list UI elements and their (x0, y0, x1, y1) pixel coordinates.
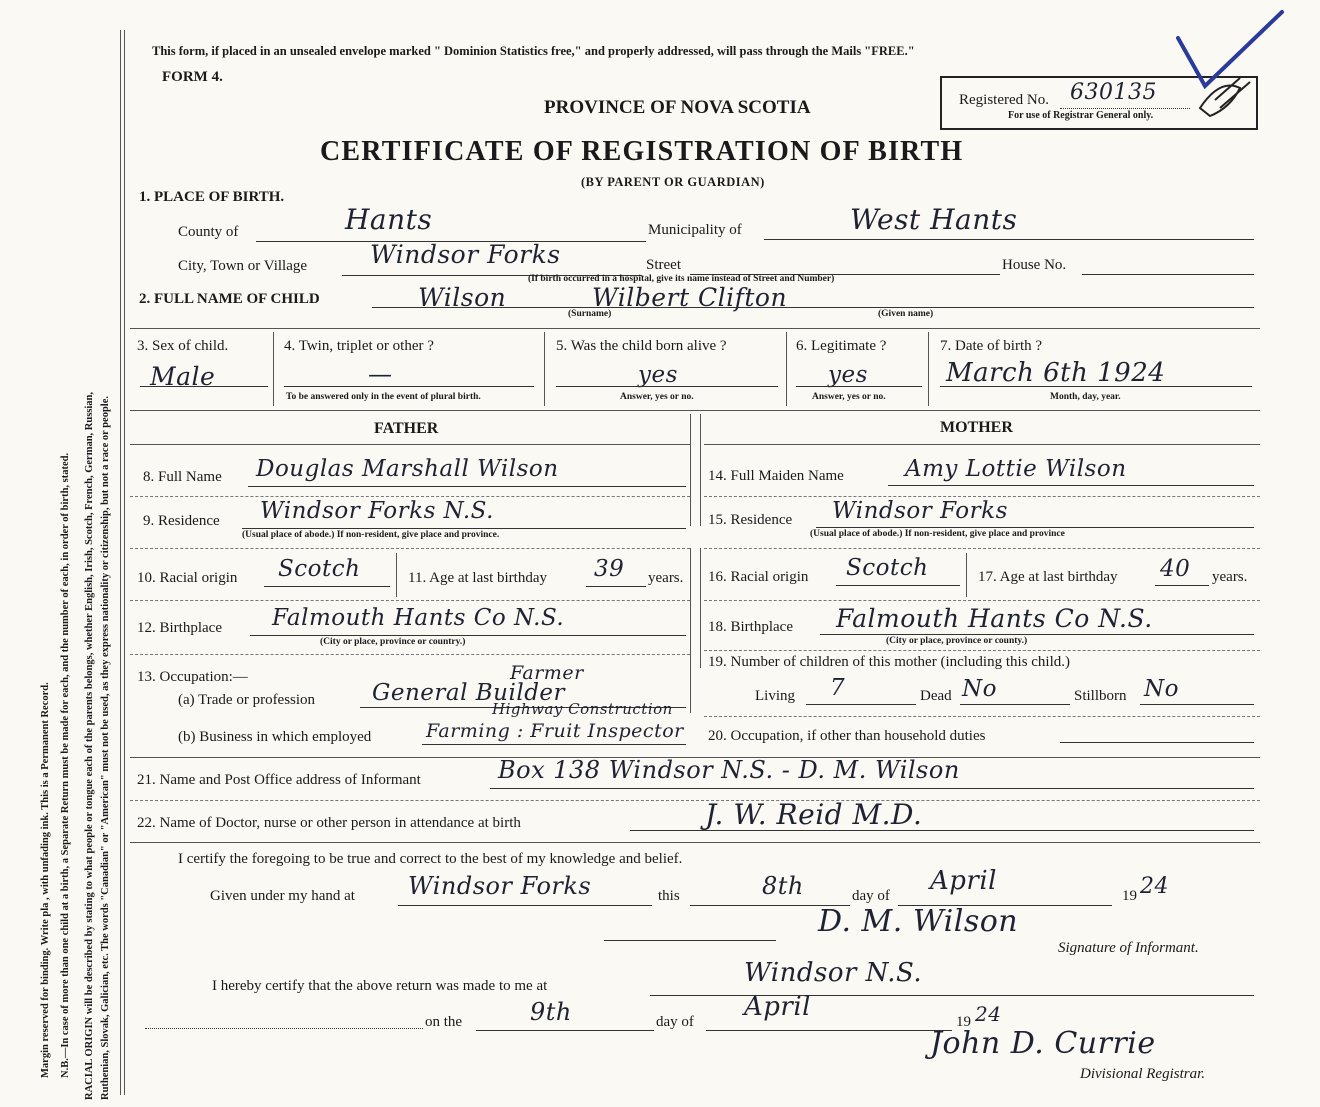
registered-label: Registered No. (959, 92, 1049, 108)
born-alive-value: yes (638, 362, 678, 388)
mother-age-unit: years. (1212, 569, 1248, 585)
registrar-signature: John D. Currie (930, 1026, 1156, 1061)
registrar-note: For use of Registrar General only. (1008, 110, 1154, 121)
father-residence-label: 9. Residence (143, 513, 220, 529)
legitimate-label: 6. Legitimate ? (796, 338, 887, 354)
informant-value: Box 138 Windsor N.S. - D. M. Wilson (498, 756, 960, 784)
mother-heading: MOTHER (940, 419, 1013, 436)
mother-occupation-label: 20. Occupation, if other than household duties (708, 728, 986, 744)
municipality-value: West Hants (850, 203, 1018, 236)
certificate-subtitle: (BY PARENT OR GUARDIAN) (581, 175, 765, 189)
father-heading: FATHER (374, 420, 439, 437)
mother-racial-origin-value: Scotch (846, 555, 929, 581)
registered-value: 630135 (1070, 80, 1157, 105)
stillborn-label: Stillborn (1074, 688, 1127, 704)
mother-age-value: 40 (1160, 556, 1191, 582)
free-mail-notice: This form, if placed in an unsealed envelope marked " Dominion Statistics free," and properly addressed, will pass through the Mails "FREE." (152, 44, 915, 58)
place-of-birth-heading: 1. PLACE OF BIRTH. (139, 189, 285, 205)
day-of-label: day of (852, 888, 890, 904)
child-name-label: 2. FULL NAME OF CHILD (139, 291, 320, 307)
father-trade-label: (a) Trade or profession (178, 692, 316, 708)
city-label: City, Town or Village (178, 258, 308, 274)
given-place-value: Windsor Forks (408, 872, 592, 900)
mother-children-label: 19. Number of children of this mother (including this child.) (708, 654, 1071, 670)
mother-birthplace-note: (City or place, province or county.) (886, 636, 1028, 646)
living-label: Living (755, 688, 795, 704)
house-number-label: House No. (1002, 257, 1067, 273)
on-the-label: on the (425, 1014, 463, 1030)
mother-residence-note: (Usual place of abode.) If non-resident, give place and province (810, 529, 1065, 539)
county-label: County of (178, 224, 239, 240)
date-of-birth-value: March 6th 1924 (946, 358, 1166, 388)
hospital-note: (If birth occurred in a hospital, give its name instead of Street and Number) (528, 274, 835, 284)
certificate-title: CERTIFICATE OF REGISTRATION OF BIRTH (320, 136, 964, 167)
father-age-value: 39 (594, 556, 625, 582)
mother-age-label: 17. Age at last birthday (978, 569, 1118, 585)
form-number: FORM 4. (162, 69, 223, 85)
child-given-name: Wilbert Clifton (592, 283, 788, 312)
legitimate-note: Answer, yes or no. (812, 392, 886, 402)
registrar-year-value: 24 (975, 1002, 1002, 1026)
child-surname: Wilson (418, 283, 507, 312)
street-label: Street (646, 257, 681, 273)
registrar-month-value: April (744, 992, 811, 1022)
born-alive-label: 5. Was the child born alive ? (556, 338, 727, 354)
twin-note: To be answered only in the event of plural birth. (286, 392, 481, 402)
father-business-insert: Highway Construction (492, 700, 673, 718)
informant-signature: D. M. Wilson (818, 904, 1019, 939)
registrar-place-value: Windsor N.S. (744, 958, 923, 988)
father-age-label: 11. Age at last birthday (408, 570, 547, 586)
margin-binding-note: Margin reserved for binding. Write pla , with unfading ink. This is a Permanent Record. (40, 682, 51, 1078)
registrar-day-value: 9th (530, 998, 572, 1026)
registrar-statement: I hereby certify that the above return was made to me at (212, 978, 548, 994)
mother-residence-value: Windsor Forks (832, 498, 1008, 524)
doctor-label: 22. Name of Doctor, nurse or other person in attendance at birth (137, 815, 521, 831)
father-residence-note: (Usual place of abode.) If non-resident, give place and province. (242, 530, 500, 540)
living-value: 7 (830, 675, 846, 701)
given-month-value: April (930, 866, 997, 896)
margin-rule-2 (124, 30, 125, 1095)
legitimate-value: yes (828, 362, 868, 388)
registrar-year-prefix: 19 (956, 1014, 971, 1030)
twin-value: — (368, 360, 393, 388)
surname-caption: (Surname) (568, 309, 612, 319)
margin-nb-note: N.B.—In case of more than one child at a birth, a Separate Return must be made for each, and the number of each, in order of birth, stated. (60, 452, 71, 1078)
twin-label: 4. Twin, triplet or other ? (284, 338, 434, 354)
sex-label: 3. Sex of child. (137, 338, 229, 354)
date-of-birth-label: 7. Date of birth ? (940, 338, 1043, 354)
father-birthplace-value: Falmouth Hants Co N.S. (272, 605, 565, 631)
county-value: Hants (345, 203, 433, 236)
province-heading: PROVINCE OF NOVA SCOTIA (544, 97, 811, 118)
father-occupation-label: 13. Occupation:— (137, 669, 248, 685)
dead-label: Dead (920, 688, 952, 704)
date-of-birth-note: Month, day, year. (1050, 392, 1121, 402)
given-day-value: 8th (762, 872, 804, 900)
father-racial-origin-label: 10. Racial origin (137, 570, 238, 586)
father-residence-value: Windsor Forks N.S. (260, 498, 494, 524)
mother-name-value: Amy Lottie Wilson (905, 456, 1127, 482)
municipality-label: Municipality of (648, 222, 742, 238)
this-label: this (658, 888, 680, 904)
father-birthplace-label: 12. Birthplace (137, 620, 222, 636)
certify-statement: I certify the foregoing to be true and correct to the best of my knowledge and belief. (178, 851, 683, 867)
registrar-caption: Divisional Registrar. (1080, 1066, 1206, 1082)
given-year-prefix: 19 (1122, 888, 1137, 904)
city-value: Windsor Forks (370, 240, 561, 269)
given-year-value: 24 (1140, 874, 1169, 899)
informant-label: 21. Name and Post Office address of Informant (137, 772, 421, 788)
born-alive-note: Answer, yes or no. (620, 392, 694, 402)
father-birthplace-note: (City or place, province or country.) (320, 637, 466, 647)
sex-value: Male (150, 362, 216, 391)
mother-residence-label: 15. Residence (708, 512, 793, 528)
margin-racial-note-1: RACIAL ORIGIN will be described by stating to what people or tongue each of the parents belongs, whether English, Irish, Scotch, French, German, Russian, (84, 391, 95, 1100)
father-trade-value: General Builder (372, 680, 566, 706)
blue-checkmark-icon (1170, 8, 1290, 123)
dead-value: No (962, 676, 997, 702)
father-business-label: (b) Business in which employed (178, 729, 372, 745)
given-name-caption: (Given name) (878, 309, 934, 319)
informant-signature-caption: Signature of Informant. (1058, 940, 1199, 956)
doctor-value: J. W. Reid M.D. (705, 798, 923, 831)
registrar-day-of-label: day of (656, 1014, 694, 1030)
mother-name-label: 14. Full Maiden Name (708, 468, 844, 484)
given-under-hand-label: Given under my hand at (210, 888, 355, 904)
stillborn-value: No (1144, 676, 1179, 702)
father-age-unit: years. (648, 570, 684, 586)
margin-racial-note-2: Ruthenian, Slovak, Galician, etc. The words "Canadian" or "American" must not be used, as they express nationality or citizenship, but not a race or people. (100, 395, 111, 1100)
father-name-label: 8. Full Name (143, 469, 222, 485)
mother-birthplace-label: 18. Birthplace (708, 619, 793, 635)
father-business-value: Farming : Fruit Inspector (426, 720, 684, 742)
father-name-value: Douglas Marshall Wilson (256, 456, 559, 482)
mother-birthplace-value: Falmouth Hants Co N.S. (836, 604, 1153, 633)
father-racial-origin-value: Scotch (278, 556, 361, 582)
mother-racial-origin-label: 16. Racial origin (708, 569, 809, 585)
margin-rule (120, 30, 121, 1095)
father-trade-insert: Farmer (510, 662, 584, 684)
